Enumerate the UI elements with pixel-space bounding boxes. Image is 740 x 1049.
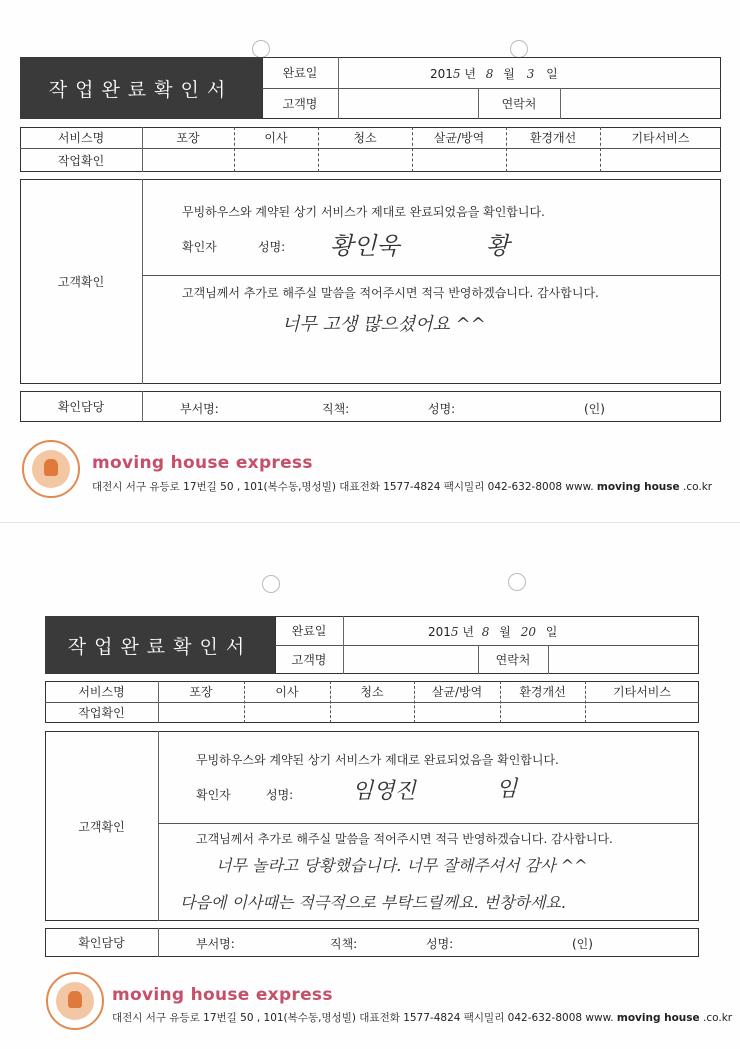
customer-check-label: 고객확인 <box>57 275 105 289</box>
position-label: 직책: <box>322 402 350 416</box>
work-check-label: 작업확인 <box>78 706 125 720</box>
signer-name-label: 성명: <box>266 788 294 802</box>
handwritten-comment-line-2[interactable]: 다음에 이사때는 적극적으로 부탁드릴께요. 번창하세요. <box>180 893 567 912</box>
manager-name-label: 성명: <box>428 402 456 416</box>
department-label: 부서명: <box>196 937 235 951</box>
signer-name[interactable]: 황인욱 <box>330 232 400 260</box>
customer-name-label: 고객명 <box>282 97 318 111</box>
completion-date-label: 완료일 <box>291 624 327 638</box>
punch-hole <box>252 40 270 58</box>
service-environment: 환경개선 <box>519 685 566 699</box>
service-packing: 포장 <box>176 131 200 145</box>
company-logo <box>46 972 104 1030</box>
manager-check-label: 확인담당 <box>78 936 125 950</box>
signature[interactable]: 임 <box>496 777 518 802</box>
department-label: 부서명: <box>180 402 219 416</box>
page-separator <box>0 522 740 523</box>
stamp-label: (인) <box>584 402 605 416</box>
signer-name-label: 성명: <box>258 240 286 254</box>
handwritten-comment-line-1[interactable]: 너무 놀라고 당황했습니다. 너무 잘해주셔서 감사 ^^ <box>216 856 588 875</box>
service-other: 기타서비스 <box>631 131 690 145</box>
form-title: 작업완료확인서 <box>45 616 275 674</box>
company-address: 대전시 서구 유등로 17번길 50 , 101(복수동,명성빌) 대표전화 1577-4824 팩시밀리 042-632-8008 www. moving house .co.kr <box>92 481 713 493</box>
signature[interactable]: 황 <box>486 232 510 260</box>
contact-label: 연락처 <box>501 97 537 111</box>
stamp-label: (인) <box>572 937 593 951</box>
manager-name-label: 성명: <box>426 937 454 951</box>
contact-label: 연락처 <box>495 653 531 667</box>
service-sterilization: 살균/방역 <box>431 685 483 699</box>
company-logo <box>22 440 80 498</box>
service-moving: 이사 <box>264 131 288 145</box>
company-brand: moving house express <box>112 985 333 1005</box>
punch-hole <box>508 573 526 591</box>
signer-name[interactable]: 임영진 <box>352 779 416 804</box>
confirmer-label: 확인자 <box>196 788 231 802</box>
service-cleaning: 청소 <box>360 685 384 699</box>
service-sterilization: 살균/방역 <box>433 131 485 145</box>
confirmer-label: 확인자 <box>182 240 217 254</box>
customer-name-label: 고객명 <box>291 653 327 667</box>
completion-date-value[interactable]: 2015 년 8 월 20 일 <box>428 625 558 639</box>
handwritten-comment[interactable]: 너무 고생 많으셨어요 ^^ <box>282 314 486 335</box>
manager-check-label: 확인담당 <box>57 400 105 414</box>
service-name-label: 서비스명 <box>57 131 105 145</box>
service-cleaning: 청소 <box>353 131 377 145</box>
completion-date-value[interactable]: 2015 년 8 월 3 일 <box>430 67 558 81</box>
punch-hole <box>262 575 280 593</box>
request-statement: 고객님께서 추가로 해주실 말씀을 적어주시면 적극 반영하겠습니다. 감사합니다. <box>182 286 599 300</box>
service-environment: 환경개선 <box>529 131 577 145</box>
service-other: 기타서비스 <box>613 685 671 699</box>
completion-date-label: 완료일 <box>282 66 318 80</box>
service-moving: 이사 <box>275 685 299 699</box>
company-address: 대전시 서구 유등로 17번길 50 , 101(복수동,명성빌) 대표전화 1577-4824 팩시밀리 042-632-8008 www. moving house .co.kr <box>112 1012 733 1024</box>
customer-check-label: 고객확인 <box>78 819 125 834</box>
confirm-statement: 무빙하우스와 계약된 상기 서비스가 제대로 완료되었음을 확인합니다. <box>196 753 559 767</box>
service-packing: 포장 <box>189 685 213 699</box>
request-statement: 고객님께서 추가로 해주실 말씀을 적어주시면 적극 반영하겠습니다. 감사합니다. <box>196 832 613 846</box>
company-brand: moving house express <box>92 453 313 473</box>
work-check-label: 작업확인 <box>57 153 105 168</box>
position-label: 직책: <box>330 937 358 951</box>
service-name-label: 서비스명 <box>78 685 125 699</box>
confirm-statement: 무빙하우스와 계약된 상기 서비스가 제대로 완료되었음을 확인합니다. <box>182 205 545 219</box>
form-title: 작업완료확인서 <box>20 57 262 119</box>
punch-hole <box>510 40 528 58</box>
